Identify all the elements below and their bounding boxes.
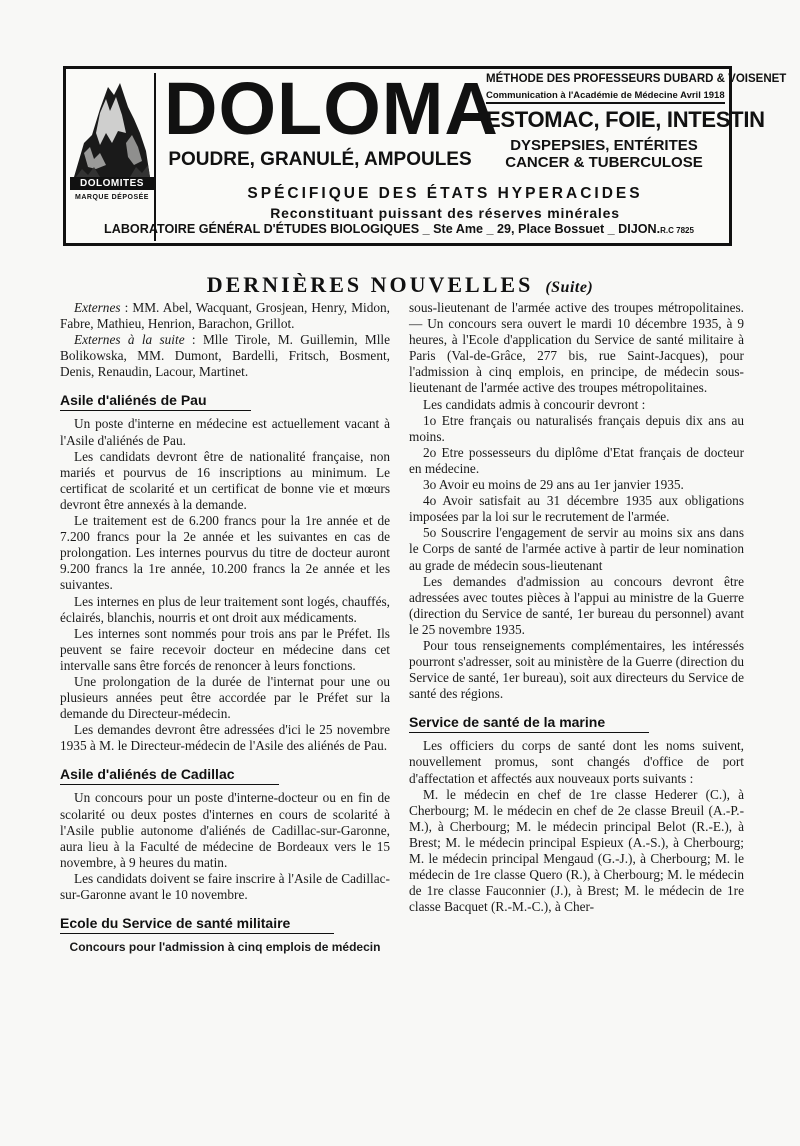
product-forms: POUDRE, GRANULÉ, AMPOULES bbox=[168, 149, 472, 170]
logo-caption: DOLOMITES bbox=[70, 177, 154, 190]
ad-indications bbox=[480, 73, 787, 171]
paragraph: 4o Avoir satisfait au 31 décembre 1935 aux obligations imposées par la loi sur le recrutement de l'armée. bbox=[409, 493, 744, 525]
laboratory-line bbox=[74, 222, 724, 236]
paragraph: Les demandes d'admission au concours devront être adressées avec toutes pièces à l'appui au ministre de la Guerre (direction du Service de santé, 1er bureau du personnel) avant le 25 novembre 1935. bbox=[409, 573, 744, 637]
reconstituant-line: Reconstituant puissant des réserves minérales bbox=[270, 205, 620, 221]
paragraph: M. le médecin en chef de 1re classe Hederer (C.), à Cherbourg; M. le médecin en chef de 2e classe Breuil (A.-P.-M.), à Cherbourg; M. le médecin principal Belot (R.-E.), à Brest; M. le médecin principal Espieux (A.-S.), à Cherbourg; M. le médecin principal Mengaud (G.-J.), à Cherbourg; M. le médecin de 1re classe Quero (R.), à Cherbourg; M. le médecin de 1re classe Fauconnier (J.), à Brest; M. le médecin de 1re classe Bacquet (R.-M.-C.), à Cher- bbox=[409, 786, 744, 915]
trademark-label: MARQUE DÉPOSÉE bbox=[75, 194, 149, 201]
paragraph: Un poste d'interne en médecine est actuellement vacant à l'Asile d'aliénés de Pau. bbox=[60, 416, 390, 448]
paragraph: Un concours pour un poste d'interne-docteur ou en fin de scolarité ou deux postes d'internes en cours de scolarité à l'Asile publie autonome d'aliénés de Cadillac-sur-Garonne, aura lieu à la Faculté de médecine de Bordeaux vers le 15 novembre, à 9 heures du matin. bbox=[60, 790, 390, 870]
mountain-icon bbox=[70, 73, 154, 241]
paragraph: 3o Avoir eu moins de 29 ans au 1er janvier 1935. bbox=[423, 477, 684, 493]
paragraph: Les candidats admis à concourir devront : bbox=[423, 396, 646, 412]
paragraph: Les demandes devront être adressées d'ici le 25 novembre 1935 à M. le Directeur-médecin de l'Asile des aliénés de Pau. bbox=[60, 722, 390, 754]
specific-line: SPÉCIFIQUE DES ÉTATS HYPERACIDES bbox=[247, 185, 643, 202]
method-line: MÉTHODE DES PROFESSEURS DUBARD & VOISENET bbox=[486, 73, 787, 85]
paragraph: Les internes en plus de leur traitement sont logés, chauffés, éclairés, blanchis, nourris et ont droit aux médicaments. bbox=[60, 593, 390, 625]
dolomites-logo bbox=[70, 73, 156, 241]
section-heading-pau: Asile d'aliénés de Pau bbox=[60, 392, 251, 411]
externes-text: : MM. Abel, Wacquant, Grosjean, Henry, Midon, Fabre, Mathieu, Henrion, Barachon, Grillot. bbox=[60, 300, 390, 332]
brand-name: DOLOMA bbox=[164, 67, 499, 150]
paragraph: Les candidats doivent se faire inscrire à l'Asile de Cadillac-sur-Garonne avant le 10 novembre. bbox=[60, 870, 390, 902]
rc-number: R.C 7825 bbox=[660, 226, 694, 235]
doloma-advertisement bbox=[63, 66, 787, 246]
paragraph: 1o Etre français ou naturalisés français depuis dix ans au moins. bbox=[409, 412, 744, 444]
externes-label: Externes bbox=[74, 300, 121, 315]
paragraph: Les officiers du corps de santé dont les noms suivent, nouvellement promus, sont changés d'office de port d'affectation et affectés aux nouveaux ports suivants : bbox=[409, 738, 744, 786]
left-column bbox=[60, 300, 390, 955]
paragraph: Les candidats devront être de nationalité française, non mariés et pourvus de 16 inscriptions au minimum. Le certificat de scolarité et un certificat de bonne vie et mœurs devront être annexés à la demande. bbox=[60, 448, 390, 512]
title-text: DERNIÈRES NOUVELLES bbox=[206, 272, 534, 297]
paragraph: 5o Souscrire l'engagement de servir au moins six ans dans le Corps de santé de l'armée active à partir de leur nomination au grade de médecin sous-lieutenant bbox=[409, 525, 744, 573]
indications-secondary: DYSPEPSIES, ENTÉRITES bbox=[510, 137, 698, 154]
ecole-subheading: Concours pour l'admission à cinq emplois de médecin bbox=[69, 940, 381, 955]
indications-tertiary: CANCER & TUBERCULOSE bbox=[505, 154, 703, 171]
right-column bbox=[409, 300, 744, 915]
externes-suite-paragraph bbox=[60, 332, 390, 380]
section-heading-marine: Service de santé de la marine bbox=[409, 714, 649, 733]
title-suite: (Suite) bbox=[545, 279, 594, 296]
paragraph: 2o Etre possesseurs du diplôme d'Etat français de docteur en médecine. bbox=[409, 444, 744, 476]
externes-paragraph bbox=[60, 300, 390, 332]
page-title bbox=[120, 272, 680, 298]
paragraph: Une prolongation de la durée de l'internat pour une ou plusieurs années peut être accordée par le Préfet sur la demande du Directeur-médecin. bbox=[60, 673, 390, 722]
paragraph: Le traitement est de 6.200 francs pour la 1re année et de 7.200 francs pour la 2e année et les suivantes en cas de prolongation. Les internes pourvus du titre de docteur auront 9.200 francs la 1re année, 10.200 francs la 2e année et les suivantes. bbox=[60, 513, 390, 593]
section-heading-ecole: Ecole du Service de santé militaire bbox=[60, 915, 334, 934]
communication-line: Communication à l'Académie de Médecine Avril 1918 bbox=[486, 90, 725, 104]
laboratory-address: LABORATOIRE GÉNÉRAL D'ÉTUDES BIOLOGIQUES _ Ste Ame _ 29, Place Bossuet _ DIJON. bbox=[104, 222, 661, 236]
paragraph: Les internes sont nommés pour trois ans par le Préfet. Ils peuvent se faire recevoir docteur en médecine dans cet intervalle sans être forcés de renoncer à leurs fonctions. bbox=[60, 625, 390, 673]
externes-suite-text: : Mlle Tirole, M. Guillemin, Mlle Bolikowska, MM. Dumont, Bardelli, Fritsch, Bosment, Denis, Renaudin, Lacour, Martinet. bbox=[60, 332, 390, 380]
indications-main: ESTOMAC, FOIE, INTESTIN bbox=[486, 107, 765, 132]
paragraph: Pour tous renseignements complémentaires, les intéressés pourront s'adresser, soit au ministère de la Guerre (direction du Service de santé, 1er bureau), soit aux directeurs du Service de santé des régions. bbox=[409, 637, 744, 702]
paragraph: sous-lieutenant de l'armée active des troupes métropolitaines. — Un concours sera ouvert le mardi 10 décembre 1935, à 9 heures, à l'Ecole d'application du Service de santé militaire à Paris (Val-de-Grâce, 277 bis, rue Saint-Jacques), pour l'admission à cinq emplois, en principe, de médecin sous-lieutenant de l'armée active des troupes métropolitaines. bbox=[409, 300, 744, 396]
externes-suite-label: Externes à la suite bbox=[74, 332, 185, 348]
section-heading-cadillac: Asile d'aliénés de Cadillac bbox=[60, 766, 279, 785]
